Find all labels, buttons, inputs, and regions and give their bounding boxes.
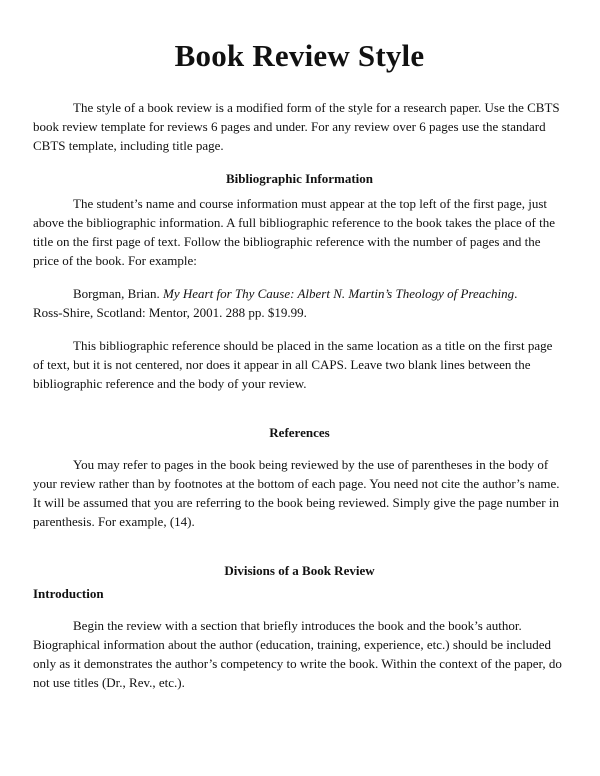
citation-author: Borgman, Brian. (73, 286, 164, 301)
citation-line-1 (33, 284, 566, 303)
subheading-introduction: Introduction (33, 586, 104, 601)
citation-book-title: My Heart for Thy Cause: Albert N. Martin’s Theology of Preaching (163, 286, 515, 301)
introduction-paragraph: Begin the review with a section that briefly introduces the book and the book’s author. Biographical information about the author (education, training, experience, etc.) should be included only as it demonstrates the author’s competency to write the book. Within the context of the paper, do not use titles (Dr., Rev., etc.). (33, 618, 562, 690)
section-heading-references: References (269, 425, 330, 440)
page-title: Book Review Style (174, 38, 425, 73)
intro-paragraph: The style of a book review is a modified form of the style for a research paper. Use the CBTS book review template for reviews 6 pages and under. For any review over 6 pages use the standard CBTS template, including title page. (33, 100, 560, 153)
citation-example (33, 284, 566, 322)
section-heading-bibliographic: Bibliographic Information (226, 171, 373, 186)
citation-title-period: . (514, 286, 518, 301)
references-paragraph: You may refer to pages in the book being reviewed by the use of parentheses in the body of your review rather than by footnotes at the bottom of each page. You need not cite the author’s name. It will be assumed that you are referring to the book being reviewed. Simply give the page number in parenthesis. For example, (14). (33, 457, 560, 529)
section-heading-divisions: Divisions of a Book Review (224, 563, 375, 578)
bibliographic-paragraph-2: This bibliographic reference should be placed in the same location as a title on the first page of text, but it is not centered, nor does it appear in all CAPS. Leave two blank lines between the bibliographic reference and the body of your review. (33, 338, 553, 391)
bibliographic-paragraph-1: The student’s name and course information must appear at the top left of the first page, just above the bibliographic information. A full bibliographic reference to the book takes the place of the title on the first page of text. Follow the bibliographic reference with the number of pages and the price of the book. For example: (33, 196, 555, 268)
citation-line-2: Ross-Shire, Scotland: Mentor, 2001. 288 pp. $19.99. (33, 305, 307, 320)
